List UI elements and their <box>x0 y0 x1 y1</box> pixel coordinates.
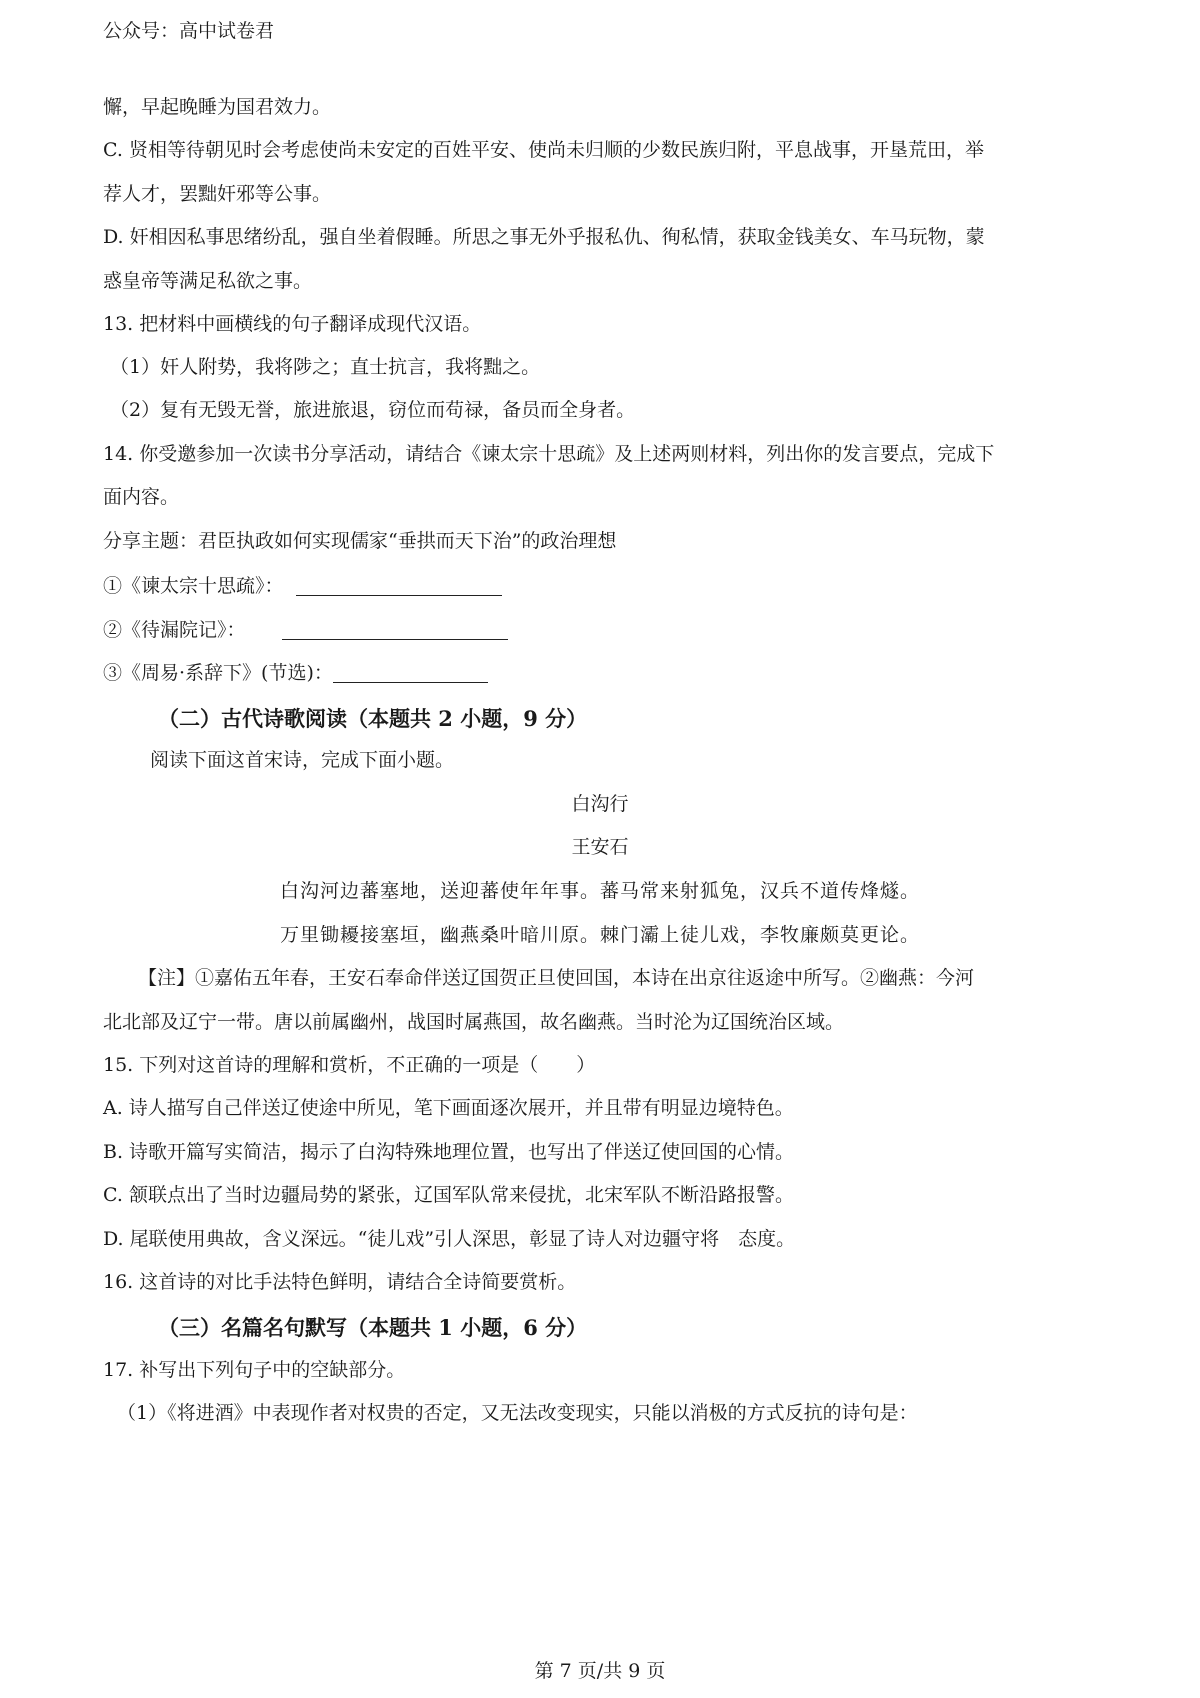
q14-item-3-label: ③《周易·系辞下》(节选)： <box>103 662 333 684</box>
q12-text-line: 懈，早起晚睡为国君效力。 <box>103 96 332 118</box>
q13-stem: 13. 把材料中画横线的句子翻译成现代汉语。 <box>103 313 482 335</box>
q13-item-2: （2）复有无毁无誉，旅进旅退，窃位而苟禄，备员而全身者。 <box>110 399 636 421</box>
source-label: 公众号：高中试卷君 <box>103 20 275 42</box>
q15-stem: 15. 下列对这首诗的理解和赏析，不正确的一项是（ ） <box>103 1054 596 1076</box>
q14-item-1 <box>103 577 502 596</box>
answer-blank[interactable] <box>282 621 508 640</box>
q15-option-d: D. 尾联使用典故，含义深远。“徒儿戏”引人深思，彰显了诗人对边疆守将 态度。 <box>103 1228 796 1250</box>
q14-stem-line2: 面内容。 <box>103 486 180 508</box>
q17-stem: 17. 补写出下列句子中的空缺部分。 <box>103 1359 406 1381</box>
q14-item-2-label: ②《待漏院记》： <box>103 619 246 641</box>
section-2-intro: 阅读下面这首宋诗，完成下面小题。 <box>150 749 455 771</box>
q14-theme: 分享主题：君臣执政如何实现儒家“垂拱而天下治”的政治理想 <box>103 530 617 552</box>
q12-option-c-line2: 荐人才，罢黜奸邪等公事。 <box>103 183 332 205</box>
poem-author: 王安石 <box>571 836 629 858</box>
q14-item-2 <box>103 621 508 640</box>
q16-stem: 16. 这首诗的对比手法特色鲜明，请结合全诗简要赏析。 <box>103 1271 577 1293</box>
poem-line-2: 万里锄耰接塞垣，幽燕桑叶暗川原。棘门灞上徒儿戏，李牧廉颇莫更论。 <box>279 924 920 946</box>
q14-stem-line1: 14. 你受邀参加一次读书分享活动，请结合《谏太宗十思疏》及上述两则材料，列出你的发言要点，完成下 <box>103 443 995 465</box>
q17-item-1: （1）《将进酒》中表现作者对权贵的否定，又无法改变现实，只能以消极的方式反抗的诗句是： <box>117 1402 918 1424</box>
q12-option-d-line1: D. 奸相因私事思绪纷乱，强自坐着假睡。所思之事无外乎报私仇、徇私情，获取金钱美女、车马玩物，蒙 <box>103 226 985 248</box>
q14-item-3 <box>103 664 488 683</box>
q15-option-a: A. 诗人描写自己伴送辽使途中所见，笔下画面逐次展开，并且带有明显边境特色。 <box>103 1097 794 1119</box>
q12-option-d-line2: 惑皇帝等满足私欲之事。 <box>103 270 313 292</box>
page-number: 第 7 页/共 9 页 <box>534 1660 666 1682</box>
answer-blank[interactable] <box>296 577 502 596</box>
poem-line-1: 白沟河边蕃塞地，送迎蕃使年年事。蕃马常来射狐兔，汉兵不道传烽燧。 <box>279 880 920 902</box>
section-3-heading: （三）名篇名句默写（本题共 1 小题，6 分） <box>158 1315 588 1340</box>
q15-option-b: B. 诗歌开篇写实简洁，揭示了白沟特殊地理位置，也写出了伴送辽使回国的心情。 <box>103 1141 795 1163</box>
answer-blank[interactable] <box>333 664 488 683</box>
poem-title: 白沟行 <box>571 793 629 815</box>
q13-item-1: （1）奸人附势，我将陟之；直士抗言，我将黜之。 <box>110 356 541 378</box>
poem-note-line1: 【注】①嘉佑五年春，王安石奉命伴送辽国贺正旦使回国，本诗在出京往返途中所写。②幽燕：今河 <box>138 967 975 989</box>
q15-option-c: C. 颔联点出了当时边疆局势的紧张，辽国军队常来侵扰，北宋军队不断沿路报警。 <box>103 1184 794 1206</box>
section-2-heading: （二）古代诗歌阅读（本题共 2 小题，9 分） <box>158 706 588 731</box>
q12-option-c-line1: C. 贤相等待朝见时会考虑使尚未安定的百姓平安、使尚未归顺的少数民族归附，平息战事，开垦荒田，举 <box>103 139 984 161</box>
q14-item-1-label: ①《谏太宗十思疏》： <box>103 575 284 597</box>
poem-note-line2: 北北部及辽宁一带。唐以前属幽州，战国时属燕国，故名幽燕。当时沦为辽国统治区域。 <box>103 1011 845 1033</box>
